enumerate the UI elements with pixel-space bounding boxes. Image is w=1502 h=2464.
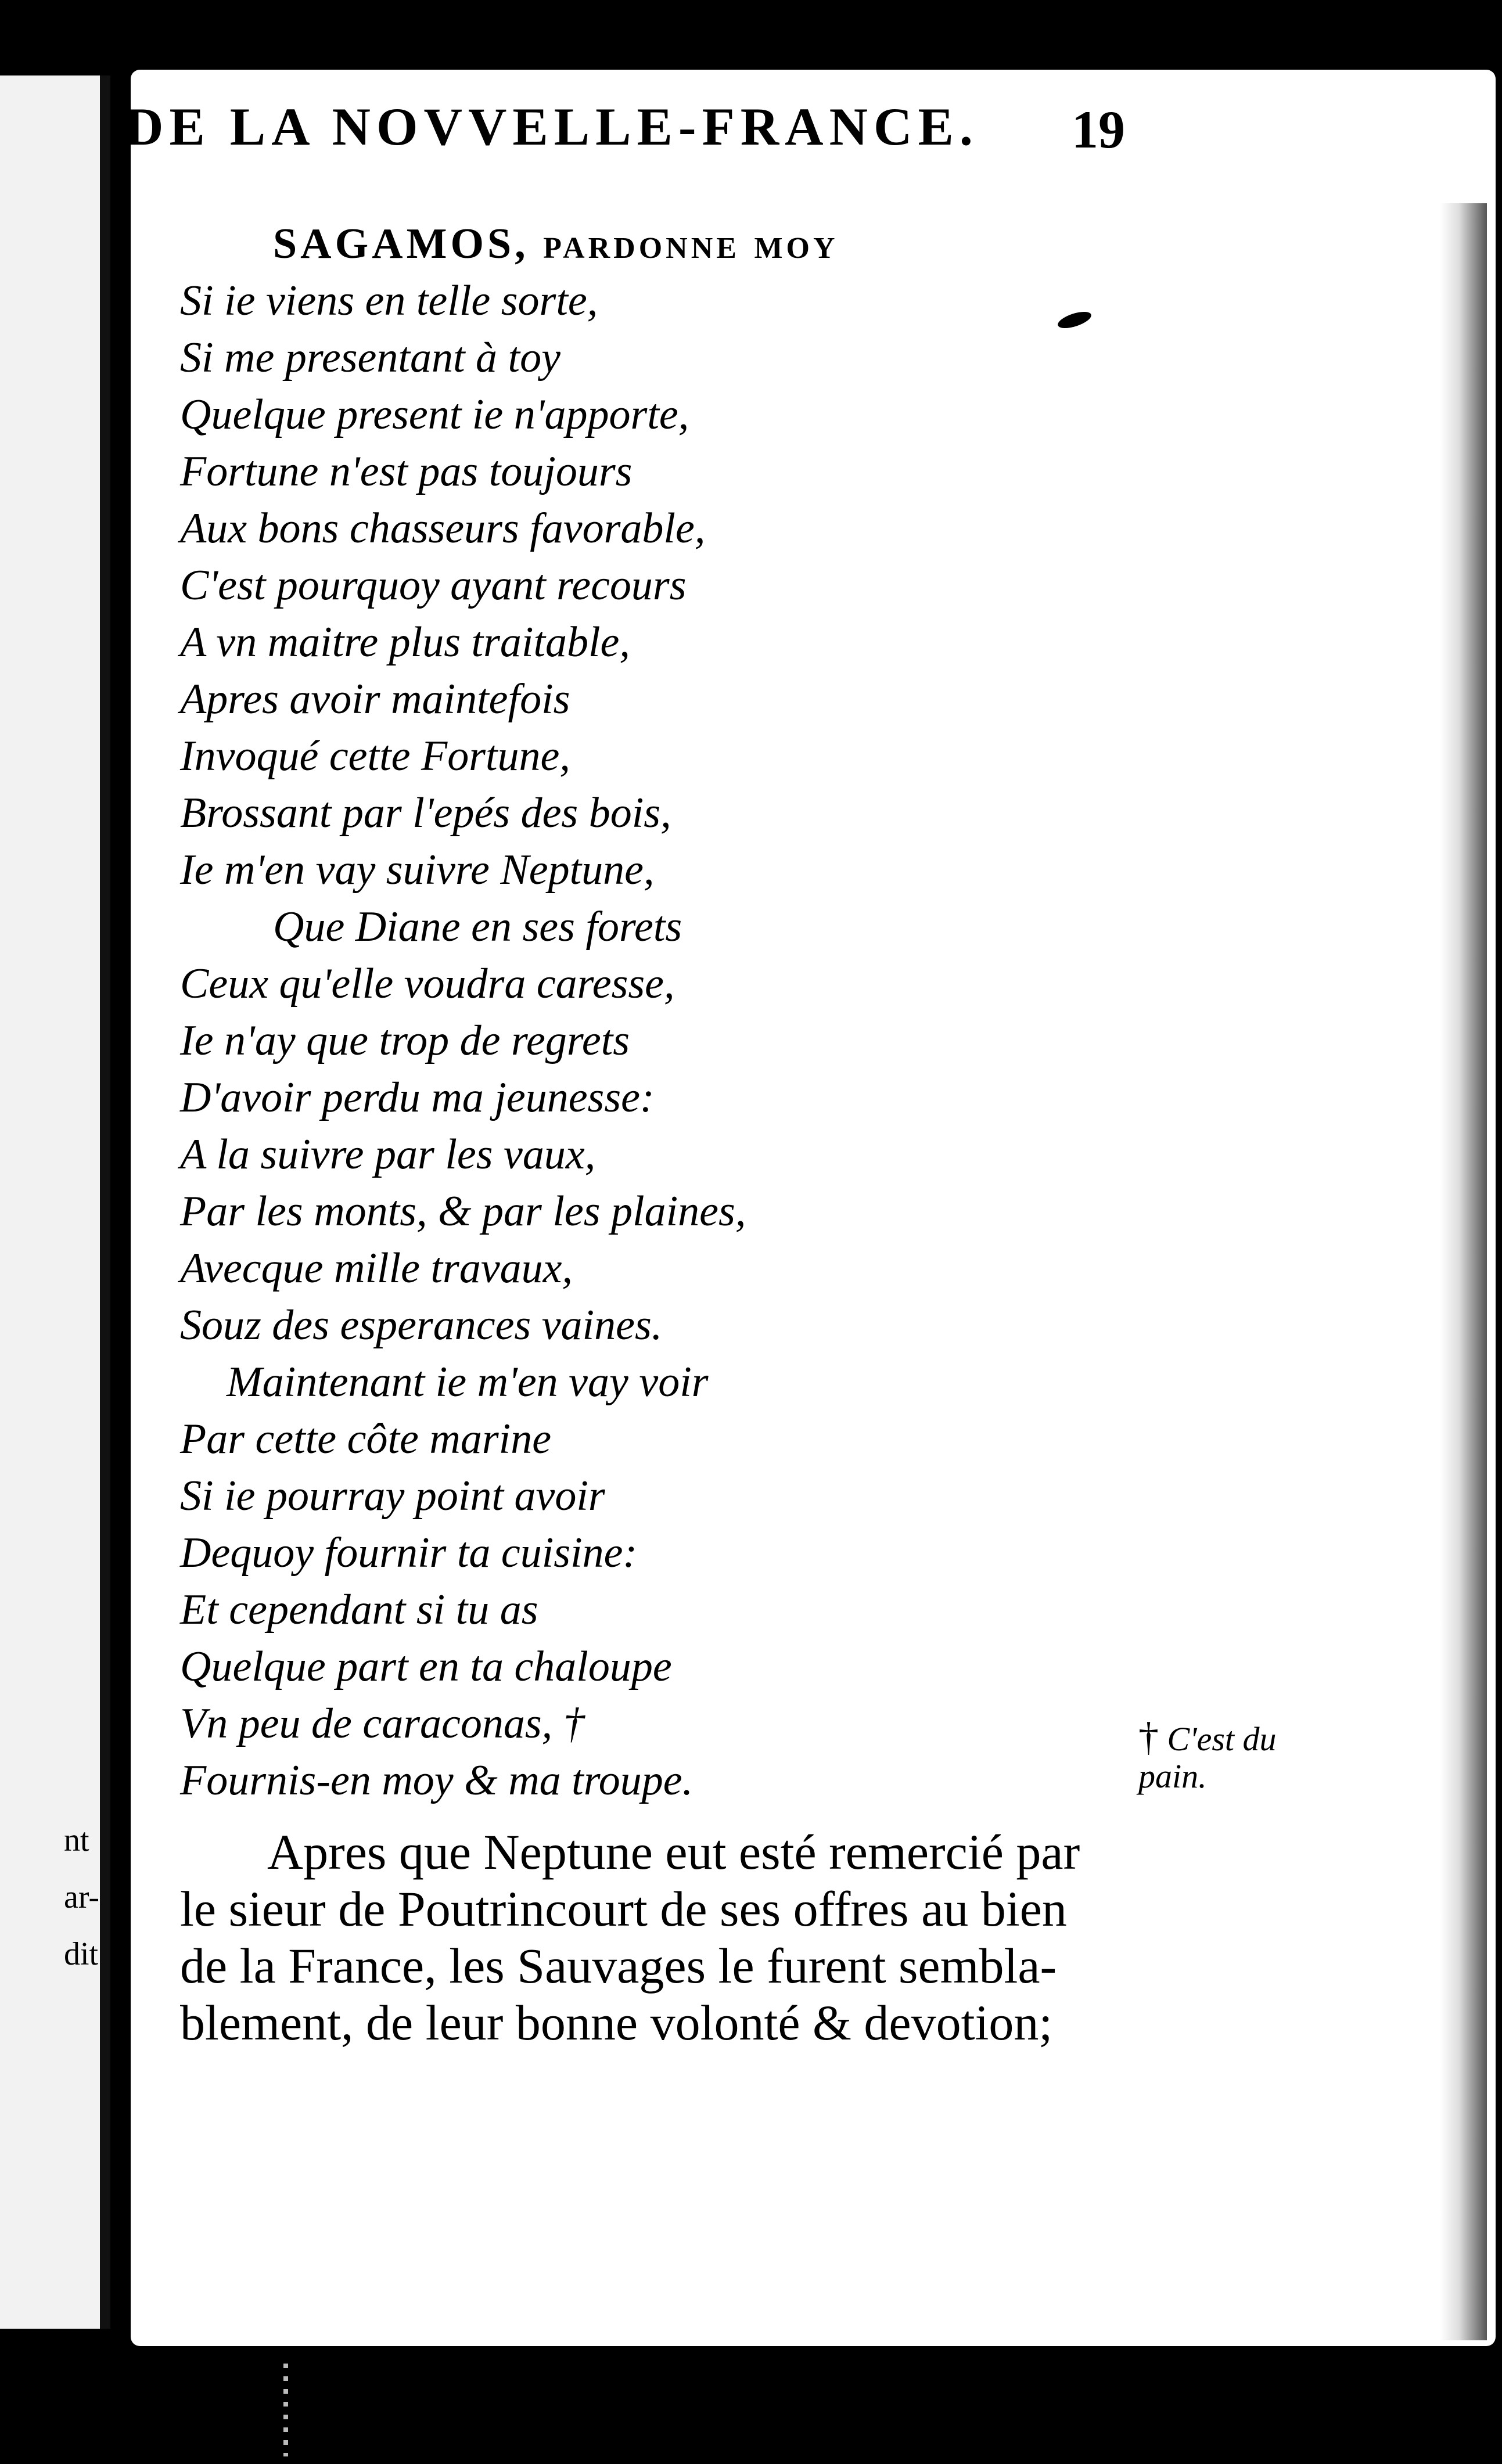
poem-line: Quelque part en ta chaloupe (180, 1643, 672, 1690)
prose-line: Apres que Neptune eut esté remercié par (267, 1824, 1080, 1880)
poem-line: Que Diane en ses forets (273, 903, 682, 951)
poem-line: Et cependant si tu as (180, 1586, 538, 1634)
poem-line: Par cette côte marine (180, 1415, 552, 1463)
prose-line: de la France, les Sauvages le furent sembla- (180, 1938, 1057, 1994)
poem-line: Si ie pourray point avoir (180, 1472, 605, 1520)
poem-line: SAGAMOS, pardonne moy (273, 220, 839, 268)
margin-note (1138, 1715, 1313, 1795)
poem-line: Fortune n'est pas toujours (180, 448, 633, 495)
fragment-line: ar- (64, 1879, 100, 1915)
poem-line: Maintenant ie m'en vay voir (227, 1358, 709, 1406)
poem-line: Souz des esperances vaines. (180, 1301, 663, 1349)
page-number: 19 (1072, 100, 1125, 159)
poem-line: Si me presentant à toy (180, 334, 560, 382)
poem-line: Dequoy fournir ta cuisine: (180, 1529, 638, 1577)
poem-line: D'avoir perdu ma jeunesse: (180, 1074, 655, 1121)
poem-line: C'est pourquoy ayant recours (180, 562, 687, 609)
poem-line: Apres avoir maintefois (180, 675, 570, 723)
poem-line: A vn maitre plus traitable, (180, 618, 630, 666)
poem-line: Ie n'ay que trop de regrets (180, 1017, 630, 1064)
adjacent-page-edge (0, 75, 110, 2329)
poem-line: Brossant par l'epés des bois, (180, 789, 671, 837)
poem-line: Quelque present ie n'apporte, (180, 391, 689, 438)
running-title: DE LA NOVVELLE-FRANCE. (125, 97, 979, 156)
poem-line: Invoqué cette Fortune, (180, 732, 570, 780)
prose-line: le sieur de Poutrincourt de ses offres au bien (180, 1881, 1067, 1937)
adjacent-page-text (64, 1812, 99, 1983)
prose-line: blement, de leur bonne volonté & devotion; (180, 1995, 1053, 2051)
poem-line: Fournis-en moy & ma troupe. (180, 1757, 693, 1804)
margin-note-text: C'est du pain. (1138, 1720, 1277, 1795)
binding-dots (283, 2364, 288, 2456)
page-gutter-shadow (1440, 203, 1487, 2340)
poem-line: Avecque mille travaux, (180, 1244, 573, 1292)
prose-paragraph (180, 1823, 1121, 2051)
fragment-line: dit (64, 1936, 99, 1972)
poem-line: Si ie viens en telle sorte, (180, 277, 598, 325)
poem-line: A la suivre par les vaux, (180, 1131, 596, 1178)
adjacent-page-shadow (100, 75, 110, 2329)
poem-line: Par les monts, & par les plaines, (180, 1188, 746, 1235)
dagger-marker: † (1138, 1715, 1159, 1760)
poem-line: Aux bons chasseurs favorable, (180, 505, 706, 552)
poem-line: Ie m'en vay suivre Neptune, (180, 846, 655, 894)
fragment-line: nt (64, 1822, 89, 1858)
poem-line: Vn peu de caraconas, † (180, 1700, 585, 1747)
poem-line: Ceux qu'elle voudra caresse, (180, 960, 675, 1008)
